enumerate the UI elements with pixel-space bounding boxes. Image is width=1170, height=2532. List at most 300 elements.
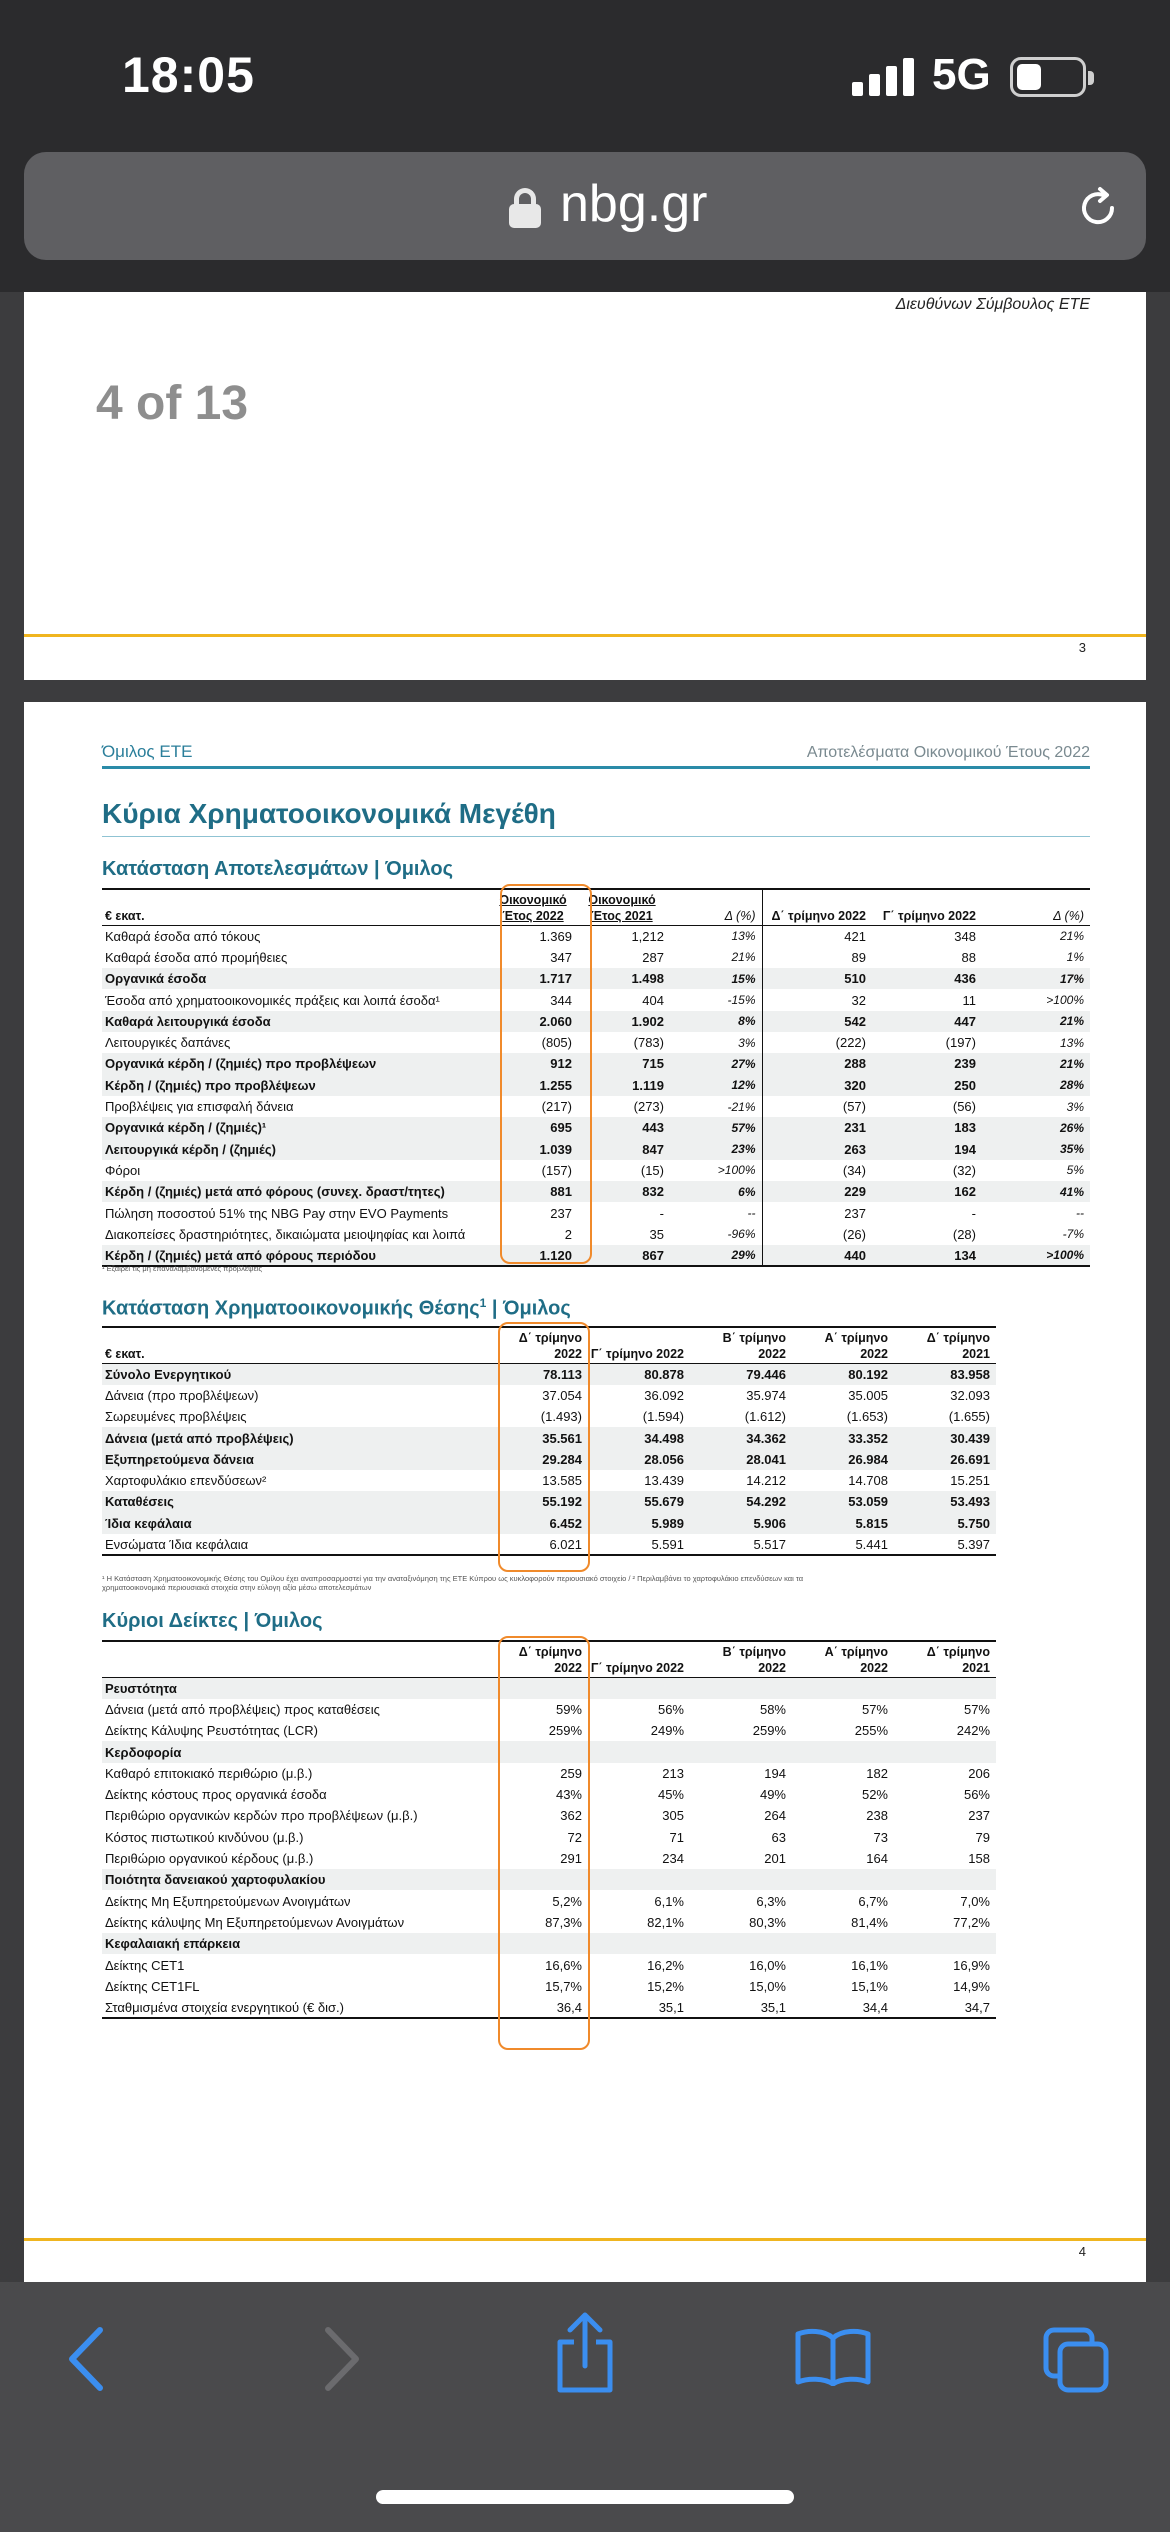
header-divider: [102, 766, 1090, 769]
cell-value: 421: [844, 928, 866, 944]
lock-icon: [509, 188, 541, 226]
row-label: Κόστος πιστωτικού κινδύνου (μ.β.): [105, 1829, 304, 1845]
cell-value: 54.292: [690, 1491, 792, 1512]
cell-value: 23%: [670, 1138, 762, 1159]
status-bar: [0, 0, 1170, 150]
cell-value: (197): [945, 1035, 976, 1051]
balance-footnote: ¹ Η Κατάσταση Χρηματοοικονομικής Θέσης του Ομίλου έχει αναπροσαρμοστεί για την αναταξινόμηση της ΕΤΕ Κύπρου ως κυκλοφορούν περιουσιακό στοιχείο / ² Περιλαμβάνει το χαρτοφυλάκιο επενδύσεων και τα χρηματοοικονομικά περιουσιακά στοιχεία στην εύλογη αξία μέσω αποτελεσμάτων: [102, 1574, 804, 1592]
cell-value: 16,6%: [545, 1957, 582, 1973]
section-label: Κερδοφορία: [102, 1741, 996, 1762]
cell-value: (32): [952, 1162, 976, 1178]
cell-value: 29%: [670, 1245, 762, 1266]
col-header: Γ΄ τρίμηνο 2022: [588, 1327, 690, 1364]
table-row: [102, 1181, 1090, 1202]
cell-value: 36.092: [644, 1387, 684, 1403]
cell-value: 57%: [670, 1117, 762, 1138]
cell-value: (805): [541, 1035, 572, 1051]
cell-value: 80.878: [588, 1364, 690, 1385]
cell-value: 80,3%: [749, 1914, 786, 1930]
ratios-title: Κύριοι Δείκτες | Όμιλος: [102, 1610, 323, 1632]
table-row: [102, 926, 1090, 947]
cell-value: 32.093: [950, 1387, 990, 1403]
cell-value: 16,1%: [851, 1957, 888, 1973]
cell-value: 88: [961, 949, 976, 965]
cell-value: 1.902: [578, 1011, 670, 1032]
cell-value: 13%: [670, 926, 762, 947]
cell-value: 57%: [861, 1701, 888, 1717]
table-row: [102, 989, 1090, 1010]
page-number: 4: [1078, 2244, 1086, 2259]
col-header: Β΄ τρίμηνο 2022: [690, 1327, 792, 1364]
cell-value: 237: [550, 1205, 572, 1221]
cell-value: 6,3%: [756, 1893, 786, 1909]
cell-value: 16,0%: [749, 1957, 786, 1973]
cell-value: 231: [762, 1117, 872, 1138]
back-icon[interactable]: [62, 2324, 112, 2394]
cell-value: 52%: [861, 1787, 888, 1803]
cell-value: 510: [762, 968, 872, 989]
row-label: Δείκτης Κάλυψης Ρευστότητας (LCR): [105, 1723, 318, 1739]
cell-value: >100%: [982, 1245, 1090, 1266]
balance-title: Κατάσταση Χρηματοοικονομικής Θέσης$^1$ | Όμιλος: [102, 1296, 571, 1320]
cell-value: -21%: [670, 1096, 762, 1117]
page-number: 3: [1078, 640, 1086, 655]
cell-value: 237: [968, 1808, 990, 1824]
cell-value: 242%: [956, 1723, 990, 1739]
cell-value: 28.056: [588, 1449, 690, 1470]
cell-value: 14,9%: [953, 1978, 990, 1994]
cell-value: 17%: [982, 968, 1090, 989]
cell-value: 13.585: [542, 1473, 582, 1489]
row-label: Οργανικά κέρδη / (ζημιές) προ προβλέψεων: [102, 1053, 492, 1074]
cell-value: 59%: [555, 1701, 582, 1717]
cell-value: 15,0%: [749, 1978, 786, 1994]
cell-value: 56%: [963, 1787, 990, 1803]
cell-value: 1,212: [631, 928, 664, 944]
row-label: Φόροι: [105, 1162, 141, 1178]
table-row: [102, 1117, 1090, 1138]
row-label: Κέρδη / (ζημιές) μετά από φόρους (συνεχ. δραστ/τητες): [102, 1181, 492, 1202]
cell-value: 194: [764, 1765, 786, 1781]
cell-value: 5.815: [792, 1513, 894, 1534]
col-header: Γ΄ τρίμηνο 2022: [872, 889, 982, 926]
row-label: Λειτουργικά κέρδη / (ζημιές): [102, 1138, 492, 1159]
cell-value: 78.113: [486, 1364, 588, 1385]
cell-value: 291: [560, 1851, 582, 1867]
cell-value: 1.369: [539, 928, 572, 944]
cell-value: 7,0%: [960, 1893, 990, 1909]
row-label: Έσοδα από χρηματοοικονομικές πράξεις και λοιπά έσοδα¹: [105, 992, 440, 1008]
table-row: [102, 1160, 1090, 1181]
cell-value: 347: [550, 949, 572, 965]
cell-value: 2: [564, 1226, 572, 1242]
cell-value: 55.679: [588, 1491, 690, 1512]
cell-value: 6%: [670, 1181, 762, 1202]
cell-value: (157): [541, 1162, 572, 1178]
cell-value: 57%: [963, 1701, 990, 1717]
cell-value: 5,2%: [552, 1893, 582, 1909]
cell-value: 194: [872, 1138, 982, 1159]
cell-value: 8%: [670, 1011, 762, 1032]
cell-value: 239: [872, 1053, 982, 1074]
cell-value: 695: [492, 1117, 578, 1138]
cell-value: -7%: [1062, 1227, 1084, 1242]
address-bar[interactable]: [24, 152, 1146, 260]
cell-value: 77,2%: [953, 1914, 990, 1930]
cell-value: 79.446: [690, 1364, 792, 1385]
row-label: Δείκτης CET1FL: [105, 1978, 200, 1994]
highlight-annotation: [500, 884, 592, 1264]
row-label: Λειτουργικές δαπάνες: [105, 1035, 231, 1051]
battery-icon: [1010, 57, 1086, 97]
cell-value: 32: [851, 992, 866, 1008]
row-label: Δείκτης κόστους προς οργανικά έσοδα: [105, 1787, 327, 1803]
cell-value: 82,1%: [647, 1914, 684, 1930]
cell-value: 6,1%: [654, 1893, 684, 1909]
cell-value: 255%: [854, 1723, 888, 1739]
cell-value: 34.498: [588, 1427, 690, 1448]
cell-value: 15.251: [950, 1473, 990, 1489]
cell-value: 3%: [1066, 1099, 1084, 1114]
cell-value: 238: [866, 1808, 888, 1824]
cell-value: 58%: [759, 1701, 786, 1717]
cell-value: 21%: [982, 1053, 1090, 1074]
cell-value: 28.041: [690, 1449, 792, 1470]
income-title: Κατάσταση Αποτελεσμάτων | Όμιλος: [102, 858, 453, 880]
cell-value: 162: [872, 1181, 982, 1202]
cell-value: -96%: [670, 1224, 762, 1245]
row-label: Δάνεια (μετά από προβλέψεις) προς καταθέσεις: [105, 1701, 380, 1717]
row-label: Καθαρά έσοδα από προμήθειες: [105, 949, 288, 965]
cell-value: 237: [844, 1205, 866, 1221]
header-left: Όμιλος ΕΤΕ: [102, 742, 193, 761]
cell-value: 34,7: [894, 1997, 996, 2018]
cell-value: 3%: [670, 1032, 762, 1053]
cell-value: 5.591: [588, 1534, 690, 1555]
cell-value: 287: [642, 949, 664, 965]
cell-value: 12%: [670, 1075, 762, 1096]
reload-icon[interactable]: [1074, 184, 1122, 232]
cell-value: 63: [771, 1829, 786, 1845]
row-label: Καθαρά έσοδα από τόκους: [105, 928, 261, 944]
cell-value: --: [670, 1202, 762, 1223]
table-row: [102, 1202, 1090, 1223]
cell-value: 14.212: [746, 1473, 786, 1489]
cell-value: 1.120: [492, 1245, 578, 1266]
cell-value: 182: [866, 1765, 888, 1781]
cell-value: 5.750: [894, 1513, 996, 1534]
col-header: Δ΄ τρίμηνο 2021: [894, 1641, 996, 1678]
col-header: Δ (%): [982, 889, 1090, 926]
table-row: [102, 1053, 1090, 1074]
cell-value: 1%: [1066, 950, 1084, 965]
header-right: Αποτελέσματα Οικονομικού Έτους 2022: [806, 744, 1090, 761]
cell-value: (28): [952, 1226, 976, 1242]
col-header: Δ΄ τρίμηνο 2021: [894, 1327, 996, 1364]
row-label: Διακοπείσες δραστηριότητες, δικαιώματα μειοψηφίας και λοιπά: [105, 1226, 466, 1242]
row-label: Καθαρό επιτοκιακό περιθώριο (μ.β.): [105, 1765, 313, 1781]
cell-value: 1.119: [578, 1075, 670, 1096]
col-header: [102, 1641, 486, 1678]
cell-value: (222): [835, 1035, 866, 1051]
cell-value: 15,1%: [851, 1978, 888, 1994]
row-label: Δάνεια (μετά από προβλέψεις): [102, 1427, 486, 1448]
cell-value: (26): [842, 1226, 866, 1242]
cell-value: 164: [866, 1851, 888, 1867]
url-text[interactable]: nbg.gr: [560, 175, 708, 233]
col-header: Οικονομικό Έτος 2021: [578, 889, 670, 926]
cell-value: 5.989: [588, 1513, 690, 1534]
cellular-signal-icon: [852, 58, 916, 96]
cell-value: 1.255: [492, 1075, 578, 1096]
section-label: Κεφαλαιακή επάρκεια: [102, 1933, 996, 1954]
col-header: Α΄ τρίμηνο 2022: [792, 1327, 894, 1364]
cell-value: 320: [762, 1075, 872, 1096]
row-label: Περιθώριο οργανικών κερδών προ προβλέψεων (μ.β.): [105, 1808, 418, 1824]
cell-value: 13.439: [644, 1473, 684, 1489]
cell-value: (217): [541, 1099, 572, 1115]
cell-value: 213: [662, 1765, 684, 1781]
section-label: Ποιότητα δανειακού χαρτοφυλακίου: [102, 1869, 996, 1890]
table-row: [102, 1011, 1090, 1032]
cell-value: 29.284: [486, 1449, 588, 1470]
table-row: [102, 1096, 1090, 1117]
pdf-page-4: [24, 702, 1146, 2282]
cell-value: 832: [578, 1181, 670, 1202]
row-label: Δείκτης κάλυψης Μη Εξυπηρετούμενων Ανοιγμάτων: [105, 1914, 405, 1930]
income-table: [102, 888, 1090, 1267]
bookmarks-icon[interactable]: [794, 2326, 872, 2386]
cell-value: 404: [642, 992, 664, 1008]
cell-value: >100%: [670, 1160, 762, 1181]
row-label: Πώληση ποσοστού 51% της NBG Pay στην EVO Payments: [105, 1205, 449, 1221]
cell-value: (1.493): [540, 1409, 582, 1425]
cell-value: 847: [578, 1138, 670, 1159]
cell-value: 5.397: [894, 1534, 996, 1555]
cell-value: 26%: [982, 1117, 1090, 1138]
cell-value: 73: [873, 1829, 888, 1845]
row-label: Περιθώριο οργανικού κέρδους (μ.β.): [105, 1851, 314, 1867]
cell-value: 6,7%: [858, 1893, 888, 1909]
cell-value: 35: [649, 1226, 664, 1242]
cell-value: (783): [633, 1035, 664, 1051]
cell-value: 34.362: [690, 1427, 792, 1448]
cell-value: 27%: [670, 1053, 762, 1074]
row-label: Κέρδη / (ζημιές) προ προβλέψεων: [102, 1075, 492, 1096]
page-footer-line: [24, 2238, 1146, 2241]
cell-value: 53.059: [792, 1491, 894, 1512]
cell-value: 80.192: [792, 1364, 894, 1385]
cell-value: 35,1: [588, 1997, 690, 2018]
cell-value: 30.439: [894, 1427, 996, 1448]
row-label: Χαρτοφυλάκιο επενδύσεων²: [105, 1473, 267, 1489]
cell-value: (1.653): [846, 1409, 888, 1425]
cell-value: 1.498: [578, 968, 670, 989]
cell-value: 16,2%: [647, 1957, 684, 1973]
page-counter: 4 of 13: [96, 377, 249, 430]
cell-value: 305: [662, 1808, 684, 1824]
cell-value: --: [1076, 1206, 1084, 1220]
cell-value: 158: [968, 1851, 990, 1867]
cell-value: 5%: [1066, 1163, 1084, 1178]
table-row: [102, 1138, 1090, 1159]
cell-value: 16,9%: [953, 1957, 990, 1973]
cell-value: 5.441: [792, 1534, 894, 1555]
pdf-viewer[interactable]: [0, 292, 1170, 2282]
cell-value: 5.517: [690, 1534, 792, 1555]
cell-value: 715: [578, 1053, 670, 1074]
row-label: Σωρευμένες προβλέψεις: [105, 1409, 247, 1425]
cell-value: 867: [578, 1245, 670, 1266]
share-icon[interactable]: [552, 2310, 618, 2396]
cell-value: 37.054: [542, 1387, 582, 1403]
cell-value: 264: [764, 1808, 786, 1824]
cell-value: 447: [872, 1011, 982, 1032]
cell-value: 288: [762, 1053, 872, 1074]
row-label: Καταθέσεις: [102, 1491, 486, 1512]
cell-value: 26.984: [792, 1449, 894, 1470]
cell-value: (1.612): [744, 1409, 786, 1425]
cell-value: 49%: [759, 1787, 786, 1803]
cell-value: 2.060: [492, 1011, 578, 1032]
cell-value: 81,4%: [851, 1914, 888, 1930]
col-header: € εκατ.: [102, 889, 492, 926]
cell-value: 79: [975, 1829, 990, 1845]
cell-value: 15%: [670, 968, 762, 989]
row-label: Εξυπηρετούμενα δάνεια: [102, 1449, 486, 1470]
cell-value: 13%: [1059, 1035, 1084, 1050]
cell-value: 1.717: [492, 968, 578, 989]
table-row: [102, 1032, 1090, 1053]
row-label: Καθαρά λειτουργικά έσοδα: [102, 1011, 492, 1032]
cell-value: 83.958: [894, 1364, 996, 1385]
highlight-annotation: [498, 1322, 590, 1572]
row-label: Οργανικά έσοδα: [102, 968, 492, 989]
cell-value: 259: [560, 1765, 582, 1781]
cell-value: 6.021: [486, 1534, 588, 1555]
col-header: Δ΄ τρίμηνο 2022: [762, 889, 872, 926]
cell-value: 41%: [982, 1181, 1090, 1202]
cell-value: 259%: [548, 1723, 582, 1739]
cell-value: 11: [962, 992, 976, 1008]
cell-value: 55.192: [486, 1491, 588, 1512]
cell-value: 362: [560, 1808, 582, 1824]
cell-value: 234: [662, 1851, 684, 1867]
table-row: [102, 1224, 1090, 1245]
cell-value: 28%: [982, 1075, 1090, 1096]
cell-value: 259%: [752, 1723, 786, 1739]
page-footer-line: [24, 634, 1146, 637]
highlight-annotation: [498, 1636, 590, 2050]
cell-value: 35.561: [486, 1427, 588, 1448]
cell-value: 35.974: [746, 1387, 786, 1403]
cell-value: 229: [762, 1181, 872, 1202]
cell-value: 33.352: [792, 1427, 894, 1448]
row-label: Ενσώματα Ίδια κεφάλαια: [102, 1534, 486, 1555]
cell-value: (1.655): [948, 1409, 990, 1425]
col-header: Δ΄ τρίμηνο 2022: [486, 1641, 588, 1678]
cell-value: 36,4: [486, 1997, 588, 2018]
cell-value: 35.005: [848, 1387, 888, 1403]
table-row: [102, 1075, 1090, 1096]
cell-value: 201: [764, 1851, 786, 1867]
cell-value: 21%: [1059, 929, 1084, 944]
cell-value: 53.493: [894, 1491, 996, 1512]
cell-value: (15): [640, 1162, 664, 1178]
row-label: Προβλέψεις για επισφαλή δάνεια: [105, 1099, 294, 1115]
cell-value: 250: [872, 1075, 982, 1096]
cell-value: 183: [872, 1117, 982, 1138]
cell-value: (34): [842, 1162, 866, 1178]
col-header: Β΄ τρίμηνο 2022: [690, 1641, 792, 1678]
cell-value: 21%: [982, 1011, 1090, 1032]
cell-value: 912: [492, 1053, 578, 1074]
row-label: Δάνεια (προ προβλέψεων): [105, 1387, 259, 1403]
home-indicator: [376, 2490, 794, 2504]
row-label: Κέρδη / (ζημιές) μετά από φόρους περιόδου: [102, 1245, 492, 1266]
page-title: Κύρια Χρηματοοικονομικά Μεγέθη: [102, 798, 556, 829]
cell-value: 71: [669, 1829, 684, 1845]
cell-value: >100%: [1046, 993, 1084, 1008]
cell-value: -15%: [670, 989, 762, 1010]
cell-value: 134: [872, 1245, 982, 1266]
tabs-icon[interactable]: [1042, 2326, 1112, 2396]
cell-value: 443: [578, 1117, 670, 1138]
cell-value: 15,2%: [647, 1978, 684, 1994]
cell-value: 344: [550, 992, 572, 1008]
col-header: Δ (%): [670, 889, 762, 926]
status-time: 18:05: [122, 47, 255, 103]
table-row: [102, 968, 1090, 989]
cell-value: 436: [872, 968, 982, 989]
cell-value: 45%: [657, 1787, 684, 1803]
ceo-title: Διευθύνων Σύμβουλος ΕΤΕ: [895, 296, 1090, 313]
cell-value: 89: [851, 949, 866, 965]
cell-value: 1.039: [492, 1138, 578, 1159]
row-label: Δείκτης CET1: [105, 1957, 185, 1973]
row-label: Σταθμισμένα στοιχεία ενεργητικού (€ δισ.): [102, 1997, 486, 2018]
cell-value: 26.691: [894, 1449, 996, 1470]
row-label: Σύνολο Ενεργητικού: [102, 1364, 486, 1385]
cell-value: 249%: [650, 1723, 684, 1739]
cell-value: 348: [954, 928, 976, 944]
cell-value: 72: [567, 1829, 582, 1845]
cell-value: 440: [762, 1245, 872, 1266]
cell-value: 87,3%: [545, 1914, 582, 1930]
cell-value: 206: [968, 1765, 990, 1781]
forward-icon[interactable]: [316, 2324, 366, 2394]
col-header: Α΄ τρίμηνο 2022: [792, 1641, 894, 1678]
cell-value: -: [659, 1205, 664, 1221]
col-header: Γ΄ τρίμηνο 2022: [588, 1641, 690, 1678]
col-header: Οικονομικό Έτος 2022: [492, 889, 578, 926]
col-header: Δ΄ τρίμηνο 2022: [486, 1327, 588, 1364]
row-label: Δείκτης Μη Εξυπηρετούμενων Ανοιγμάτων: [105, 1893, 351, 1909]
cell-value: 263: [762, 1138, 872, 1159]
cell-value: (273): [633, 1099, 664, 1115]
section-label: Ρευστότητα: [102, 1678, 996, 1699]
cell-value: (57): [842, 1099, 866, 1115]
cell-value: 6.452: [486, 1513, 588, 1534]
cell-value: 21%: [670, 947, 762, 968]
row-label: Ίδια κεφάλαια: [102, 1513, 486, 1534]
table-row: [102, 947, 1090, 968]
row-label: Οργανικά κέρδη / (ζημιές)¹: [102, 1117, 492, 1138]
cell-value: 5.906: [690, 1513, 792, 1534]
cell-value: 43%: [555, 1787, 582, 1803]
cell-value: 35,1: [690, 1997, 792, 2018]
cell-value: 34,4: [792, 1997, 894, 2018]
